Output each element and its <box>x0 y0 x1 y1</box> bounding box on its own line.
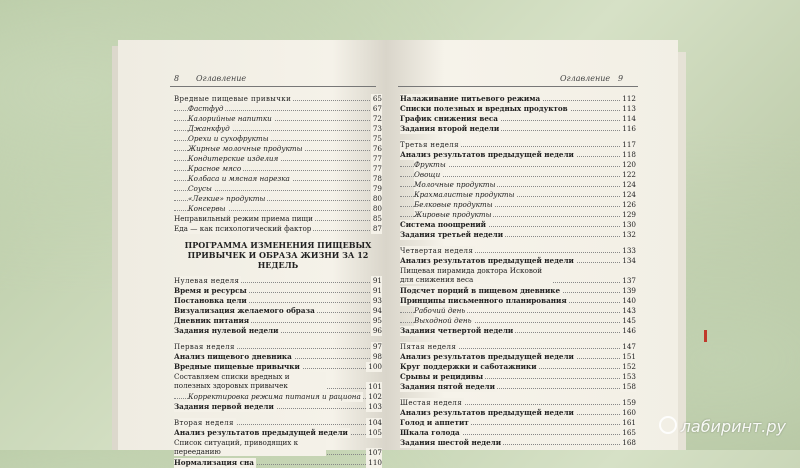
toc-entry-page: 79 <box>372 184 382 193</box>
toc-entry <box>400 342 636 352</box>
toc-entry-title: Анализ результатов предыдущей недели <box>174 428 348 437</box>
toc-entry <box>174 276 382 286</box>
toc-entry <box>174 134 382 144</box>
toc-entry-page: 118 <box>622 150 636 159</box>
toc-entry <box>400 438 636 448</box>
toc-entry-title: Белковые продукты <box>414 200 493 209</box>
toc-entry-title: Подсчет порций в пищевом дневнике <box>400 286 561 295</box>
watermark-text: лабиринт.ру <box>680 417 786 436</box>
toc-entry-page: 158 <box>622 382 636 391</box>
toc-entry-title: Консервы <box>188 204 226 213</box>
toc-entry-page: 130 <box>622 220 636 229</box>
toc-entry <box>400 256 636 266</box>
toc-entry <box>174 214 382 224</box>
toc-entry-title: Нулевая неделя <box>174 277 240 285</box>
toc-entry <box>174 392 382 402</box>
toc-entry <box>174 326 382 336</box>
toc-entry-title: Жирные молочные продукты <box>188 144 303 153</box>
toc-entry-title: Вредные пищевые привычки <box>174 95 292 103</box>
toc-entry-title: Время и ресурсы <box>174 286 247 295</box>
toc-entry-title: Соусы <box>188 184 212 193</box>
toc-entry <box>174 154 382 164</box>
toc-entry-title: Задания нулевой недели <box>174 326 279 335</box>
toc-entry-title: Калорийные напитки <box>188 114 272 123</box>
toc-entry-title: Четвертая неделя <box>400 247 474 255</box>
toc-entry-page: 132 <box>622 230 636 239</box>
labirint-logo-icon <box>659 416 677 434</box>
toc-entry <box>174 124 382 134</box>
toc-entry <box>400 150 636 160</box>
toc-entry-title: Составляем списки вредных и полезных здоровых привычек <box>174 372 326 390</box>
toc-entry <box>400 246 636 256</box>
program-heading: ПРОГРАММА ИЗМЕНЕНИЯ ПИЩЕВЫХ ПРИВЫЧЕК И ОБРАЗА ЖИЗНИ ЗА 12 НЕДЕЛЬ <box>184 240 372 270</box>
toc-entry <box>400 428 636 438</box>
toc-entry-page: 139 <box>622 286 636 295</box>
toc-entry-title: Шкала голода <box>400 428 460 437</box>
toc-entry-title: Визуализация желаемого образа <box>174 306 315 315</box>
page-number-right: 9 <box>618 74 624 83</box>
toc-entry-page: 137 <box>622 276 636 285</box>
toc-entry <box>174 458 382 468</box>
toc-entry-page: 75 <box>372 134 382 143</box>
toc-entry-page: 76 <box>372 144 382 153</box>
toc-entry <box>174 224 382 234</box>
toc-entry <box>400 352 636 362</box>
toc-entry <box>400 190 636 200</box>
toc-entry-title: Пищевая пирамида доктора Исковой для снижения веса <box>400 266 552 284</box>
toc-entry-title: Задания третьей недели <box>400 230 504 239</box>
toc-entry-page: 129 <box>622 210 636 219</box>
toc-entry-page: 117 <box>622 140 636 149</box>
toc-entry-title: Корректировка режима питания и рациона <box>188 392 361 401</box>
toc-entry <box>174 94 382 104</box>
toc-entry <box>400 170 636 180</box>
toc-entry-title: Кондитерские изделия <box>188 154 279 163</box>
toc-entry-page: 122 <box>622 170 636 179</box>
toc-entry-title: Шестая неделя <box>400 399 463 407</box>
toc-entry <box>174 114 382 124</box>
toc-entry-title: График снижения веса <box>400 114 498 123</box>
toc-entry-page: 91 <box>372 276 382 285</box>
toc-entry-title: Колбаса и мясная нарезка <box>188 174 290 183</box>
toc-entry-page: 107 <box>368 448 382 457</box>
toc-entry <box>174 438 382 458</box>
toc-entry-title: Еда — как психологический фактор <box>174 224 312 233</box>
toc-entry-title: Списки полезных и вредных продуктов <box>400 104 568 113</box>
toc-entry-page: 77 <box>372 154 382 163</box>
toc-entry-page: 112 <box>622 94 636 103</box>
toc-entry-page: 159 <box>622 398 636 407</box>
toc-entry <box>400 210 636 220</box>
toc-entry <box>400 94 636 104</box>
toc-entry-page: 165 <box>622 428 636 437</box>
toc-entry-page: 91 <box>372 286 382 295</box>
toc-entry <box>174 286 382 296</box>
toc-entry-title: Принципы письменного планирования <box>400 296 567 305</box>
toc-entry-title: Фрукты <box>414 160 446 169</box>
toc-entry-page: 143 <box>622 306 636 315</box>
toc-entry-page: 77 <box>372 164 382 173</box>
toc-entry-page: 80 <box>372 204 382 213</box>
toc-entry <box>400 316 636 326</box>
toc-entry-page: 120 <box>622 160 636 169</box>
toc-entry-title: Вторая неделя <box>174 419 234 427</box>
toc-entry-page: 113 <box>622 104 636 113</box>
toc-entry <box>174 164 382 174</box>
toc-entry <box>400 326 636 336</box>
toc-entry-title: Голод и аппетит <box>400 418 469 427</box>
toc-entry-title: Список ситуаций, приводящих к перееданию <box>174 438 326 456</box>
toc-entry-page: 133 <box>622 246 636 255</box>
right-page <box>386 40 678 450</box>
toc-entry <box>174 428 382 438</box>
toc-entry-page: 124 <box>622 180 636 189</box>
toc-entry <box>400 140 636 150</box>
toc-entry-page: 134 <box>622 256 636 265</box>
toc-entry-title: Джанкфуд <box>188 124 230 133</box>
toc-entry-page: 80 <box>372 194 382 203</box>
toc-entry-page: 72 <box>372 114 382 123</box>
toc-entry-title: Фастфуд <box>188 104 224 113</box>
toc-entry <box>400 266 636 286</box>
toc-entry-title: Крахмалистые продукты <box>414 190 515 199</box>
toc-entry-page: 116 <box>622 124 636 133</box>
toc-entry <box>174 184 382 194</box>
toc-entry-title: Задания первой недели <box>174 402 274 411</box>
toc-entry-page: 95 <box>372 316 382 325</box>
toc-entry <box>174 306 382 316</box>
toc-entry-title: Задания второй недели <box>400 124 500 133</box>
toc-entry-title: Задания четвертой недели <box>400 326 514 335</box>
toc-entry <box>400 220 636 230</box>
toc-entry <box>174 402 382 412</box>
header-rule-right <box>398 86 638 87</box>
toc-entry-page: 101 <box>368 382 382 391</box>
toc-entry-title: Овощи <box>414 170 441 179</box>
toc-entry <box>174 362 382 372</box>
toc-entry <box>174 194 382 204</box>
toc-entry-page: 160 <box>622 408 636 417</box>
toc-entry <box>400 230 636 240</box>
toc-entry-title: Налаживание питьевого режима <box>400 94 541 103</box>
toc-entry <box>400 382 636 392</box>
toc-entry <box>400 160 636 170</box>
toc-entry <box>174 418 382 428</box>
watermark <box>659 416 786 436</box>
toc-entry <box>400 398 636 408</box>
toc-entry-title: Нормализация сна <box>174 458 254 467</box>
toc-entry-page: 126 <box>622 200 636 209</box>
page-edge-right <box>678 52 686 450</box>
toc-entry-title: Третья неделя <box>400 141 459 149</box>
toc-entry-title: Орехи и сухофрукты <box>188 134 269 143</box>
toc-entry-page: 110 <box>368 458 382 467</box>
toc-entry <box>400 114 636 124</box>
toc-entry <box>400 306 636 316</box>
toc-entry <box>174 204 382 214</box>
toc-entry <box>400 372 636 382</box>
toc-entry-page: 151 <box>622 352 636 361</box>
toc-entry-page: 140 <box>622 296 636 305</box>
toc-entry-page: 65 <box>372 94 382 103</box>
toc-entry <box>400 104 636 114</box>
bookmark-ribbon <box>704 330 707 342</box>
toc-entry-title: Анализ пищевого дневника <box>174 352 292 361</box>
toc-entry-title: Пятая неделя <box>400 343 457 351</box>
toc-left <box>174 94 382 468</box>
toc-entry-page: 105 <box>368 428 382 437</box>
toc-entry-page: 96 <box>372 326 382 335</box>
toc-entry-title: Круг поддержки и саботажники <box>400 362 537 371</box>
toc-entry-page: 161 <box>622 418 636 427</box>
toc-entry-title: Молочные продукты <box>414 180 496 189</box>
toc-entry-title: Рабочий день <box>414 306 466 315</box>
toc-entry-title: Неправильный режим приема пищи <box>174 214 313 223</box>
toc-entry <box>174 104 382 114</box>
toc-entry <box>400 296 636 306</box>
toc-entry-page: 152 <box>622 362 636 371</box>
toc-entry <box>174 316 382 326</box>
toc-entry-page: 67 <box>372 104 382 113</box>
toc-entry-title: Красное мясо <box>188 164 242 173</box>
toc-entry-page: 73 <box>372 124 382 133</box>
toc-entry-page: 94 <box>372 306 382 315</box>
toc-entry-title: «Легкие» продукты <box>188 194 266 203</box>
toc-entry-title: Анализ результатов предыдущей недели <box>400 256 574 265</box>
toc-entry-page: 102 <box>368 392 382 401</box>
toc-entry <box>400 286 636 296</box>
toc-entry-page: 78 <box>372 174 382 183</box>
toc-entry-title: Задания пятой недели <box>400 382 495 391</box>
toc-entry-page: 98 <box>372 352 382 361</box>
toc-entry-page: 93 <box>372 296 382 305</box>
toc-entry-title: Анализ результатов предыдущей недели <box>400 150 574 159</box>
toc-entry-title: Задания шестой недели <box>400 438 502 447</box>
running-head-right: Оглавление <box>560 74 611 83</box>
toc-entry <box>400 418 636 428</box>
toc-entry-page: 145 <box>622 316 636 325</box>
toc-entry <box>174 144 382 154</box>
left-page <box>118 40 386 467</box>
header-rule-left <box>170 86 376 87</box>
toc-entry-page: 153 <box>622 372 636 381</box>
toc-entry-title: Постановка цели <box>174 296 247 305</box>
toc-entry <box>174 342 382 352</box>
toc-entry-page: 100 <box>368 362 382 371</box>
toc-entry-page: 104 <box>368 418 382 427</box>
toc-entry-title: Анализ результатов предыдущей недели <box>400 408 574 417</box>
open-book <box>118 40 678 467</box>
toc-right <box>400 94 636 448</box>
toc-entry-page: 85 <box>372 214 382 223</box>
toc-entry <box>174 352 382 362</box>
toc-entry-title: Система поощрений <box>400 220 487 229</box>
toc-entry <box>174 372 382 392</box>
toc-entry-page: 87 <box>372 224 382 233</box>
toc-entry-title: Выходной день <box>414 316 472 325</box>
toc-entry-title: Дневник питания <box>174 316 250 325</box>
toc-entry <box>400 362 636 372</box>
toc-entry <box>174 296 382 306</box>
toc-entry-title: Жировые продукты <box>414 210 492 219</box>
toc-entry <box>400 200 636 210</box>
toc-entry <box>400 124 636 134</box>
toc-entry-page: 114 <box>622 114 636 123</box>
toc-entry-page: 97 <box>372 342 382 351</box>
toc-entry-title: Срывы и рецидивы <box>400 372 484 381</box>
toc-entry-page: 103 <box>368 402 382 411</box>
page-number-left: 8 <box>174 74 180 83</box>
toc-entry-title: Первая неделя <box>174 343 235 351</box>
toc-entry-title: Анализ результатов предыдущей недели <box>400 352 574 361</box>
toc-entry-page: 147 <box>622 342 636 351</box>
toc-entry-page: 146 <box>622 326 636 335</box>
toc-entry-page: 168 <box>622 438 636 447</box>
toc-entry <box>174 174 382 184</box>
toc-entry-title: Вредные пищевые привычки <box>174 362 300 371</box>
running-head-left: Оглавление <box>196 74 247 83</box>
toc-entry-page: 124 <box>622 190 636 199</box>
toc-entry <box>400 180 636 190</box>
toc-entry <box>400 408 636 418</box>
